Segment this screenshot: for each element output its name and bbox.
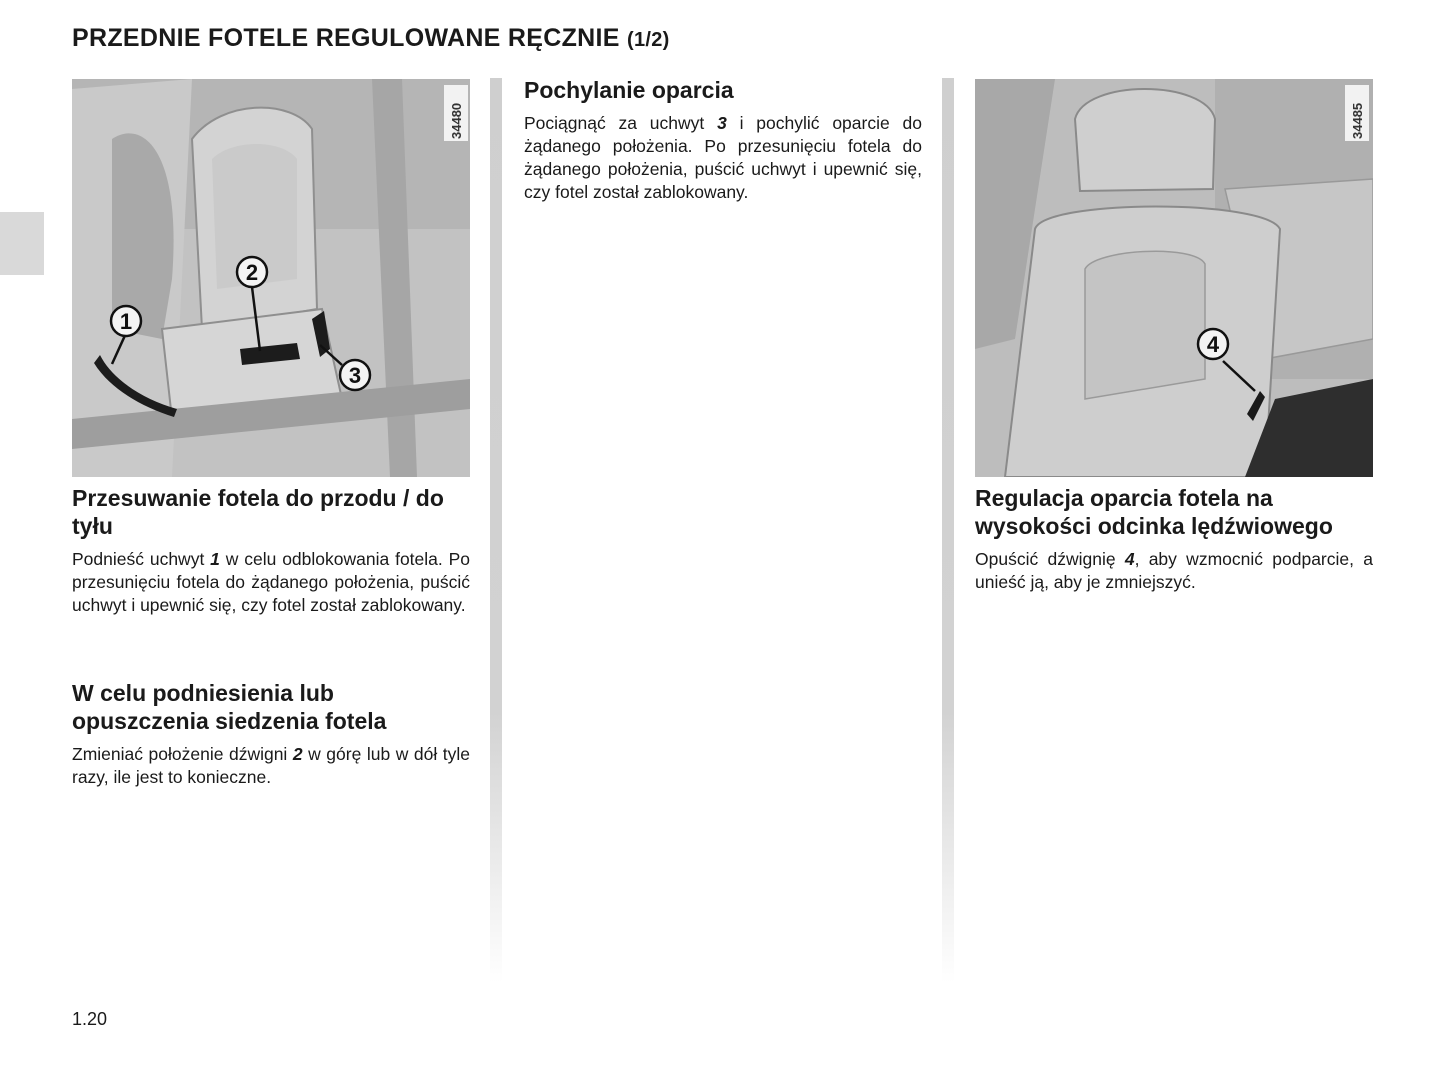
page-number: 1.20 <box>72 1009 108 1029</box>
section-recline <box>524 76 922 204</box>
figure-seat-back <box>975 79 1373 477</box>
section-body-slide <box>72 548 470 617</box>
callout-label-3: 3 <box>348 363 362 388</box>
section-heading-height: W celu podniesienia lub opuszczenia siedzenia fotela <box>72 680 387 734</box>
section-heading-lumbar: Regulacja oparcia fotela na wysokości odcinka lędźwiowego <box>975 485 1333 539</box>
page-title-text: PRZEDNIE FOTELE REGULOWANE RĘCZNIE <box>72 24 620 52</box>
ref-number: 4 <box>1124 549 1135 569</box>
seat-side-illustration <box>72 79 470 477</box>
column-divider-right <box>942 78 954 983</box>
section-body-lumbar <box>975 548 1373 594</box>
ref-number: 1 <box>210 549 220 569</box>
section-body-height <box>72 743 470 789</box>
section-heading-slide: Przesuwanie fotela do przodu / do tyłu <box>72 485 444 539</box>
seat-back-illustration <box>975 79 1373 477</box>
body-text: Pociągnąć za uchwyt <box>524 113 718 133</box>
page-title-suffix: (1/2) <box>626 29 670 51</box>
ref-number: 3 <box>717 113 727 133</box>
body-text: Podnieść uchwyt <box>72 549 211 569</box>
figure-seat-side <box>72 79 470 477</box>
section-lumbar <box>975 484 1373 594</box>
body-text: Opuścić dźwignię <box>975 549 1125 569</box>
body-text: i pochylić oparcie do żądanego położenia. Po przesunięciu fotela do żądanego położenia, puścić uchwyt i upewnić się, czy fotel został zablokowany. <box>524 113 922 202</box>
section-height <box>72 679 470 789</box>
callout-label-1: 1 <box>119 309 133 334</box>
callout-label-2: 2 <box>245 260 259 285</box>
section-heading-recline: Pochylanie oparcia <box>524 77 734 103</box>
callout-label-4: 4 <box>1206 332 1220 357</box>
figure-code-left: 34480 <box>449 102 464 139</box>
section-body-recline <box>524 112 922 204</box>
figure-code-right: 34485 <box>1350 102 1365 139</box>
body-text: w górę lub w dół tyle razy, ile jest to konieczne. <box>72 744 470 787</box>
section-slide <box>72 484 470 617</box>
ref-number: 2 <box>292 744 303 764</box>
body-text: , aby wzmocnić podparcie, a unieść ją, aby je zmniejszyć. <box>975 549 1373 592</box>
body-text: Zmieniać położenie dźwigni <box>72 744 293 764</box>
column-divider-left <box>490 78 502 983</box>
body-text: w celu odblokowania fotela. Po przesunięciu fotela do żądanego położenia, puścić uchwyt i upewnić się, czy fotel został zablokowany. <box>72 549 471 615</box>
page-title <box>72 24 670 53</box>
chapter-tab <box>0 212 44 275</box>
